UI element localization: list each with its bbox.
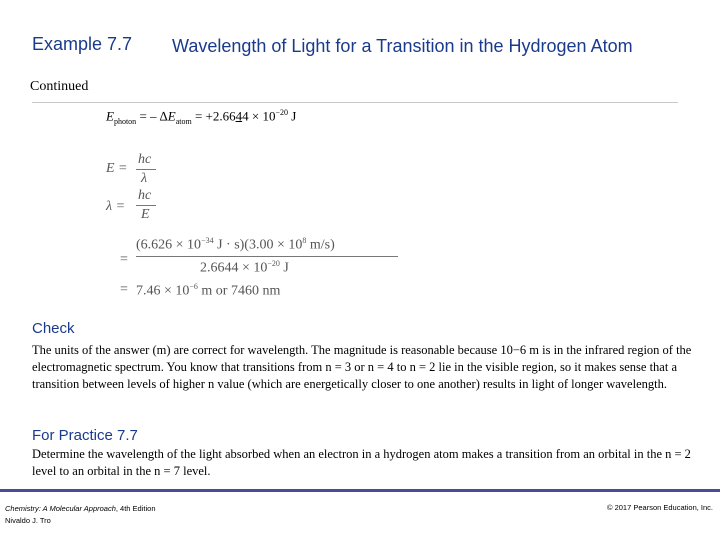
hc-numerator: hc bbox=[138, 188, 152, 203]
continued-label: Continued bbox=[30, 79, 89, 94]
check-paragraph: The units of the answer (m) are correct for wavelength. The magnitude is reasonable because 10−6 m is in the infrared region of the electromagnetic spectrum. You know that transitions from n = 3 or n = 4 to n = 2 lie in the visible region, so it makes sense that a transition between levels of higher n value (which are energetically closer to one another) results in light of longer wavelength. bbox=[32, 343, 692, 391]
numerator-expression: ($6.626 \times 10^{-34}$ $J \cdot s)(3.00 \times 10^8$ m/s) bbox=[136, 236, 335, 253]
photon-energy-equation: $E_{photon}$ = – $\Delta E_{atom} = +2.6644 \times 10^{-20}$ J bbox=[106, 108, 297, 126]
denominator-expression: $2.6644 \times 10^{-20}$ J bbox=[200, 259, 289, 276]
equals-sign: = bbox=[120, 282, 128, 297]
bottom-divider bbox=[0, 489, 720, 492]
top-divider bbox=[32, 102, 678, 103]
example-label: Example 7.7 bbox=[32, 34, 133, 54]
example-title: Wavelength of Light for a Transition in the Hydrogen Atom bbox=[172, 36, 633, 56]
fraction-bar bbox=[136, 256, 398, 257]
lambda-equals: λ = bbox=[106, 199, 126, 214]
equals-sign: = bbox=[120, 252, 128, 267]
energy-equals: E = bbox=[106, 161, 128, 176]
energy-denominator: E bbox=[141, 207, 150, 222]
fraction-bar bbox=[136, 205, 156, 206]
hc-numerator: hc bbox=[138, 152, 152, 167]
lambda-denominator: λ bbox=[141, 171, 148, 186]
footer-copyright: © 2017 Pearson Education, Inc. bbox=[606, 503, 713, 512]
fraction-bar bbox=[136, 169, 156, 170]
practice-heading: For Practice 7.7 bbox=[32, 427, 138, 444]
check-heading: Check bbox=[32, 320, 75, 337]
practice-paragraph: Determine the wavelength of the light absorbed when an electron in a hydrogen atom makes a transition from an orbital in the n = 2 level to an orbital in the n = 7 level. bbox=[32, 447, 691, 478]
result-expression: $7.46 \times 10^{-6}$ m or 7460 nm bbox=[136, 282, 281, 299]
footer-citation: Chemistry: A Molecular Approach, 4th Edition Nivaldo J. Tro bbox=[5, 504, 156, 525]
wavelength-derivation bbox=[100, 148, 400, 300]
